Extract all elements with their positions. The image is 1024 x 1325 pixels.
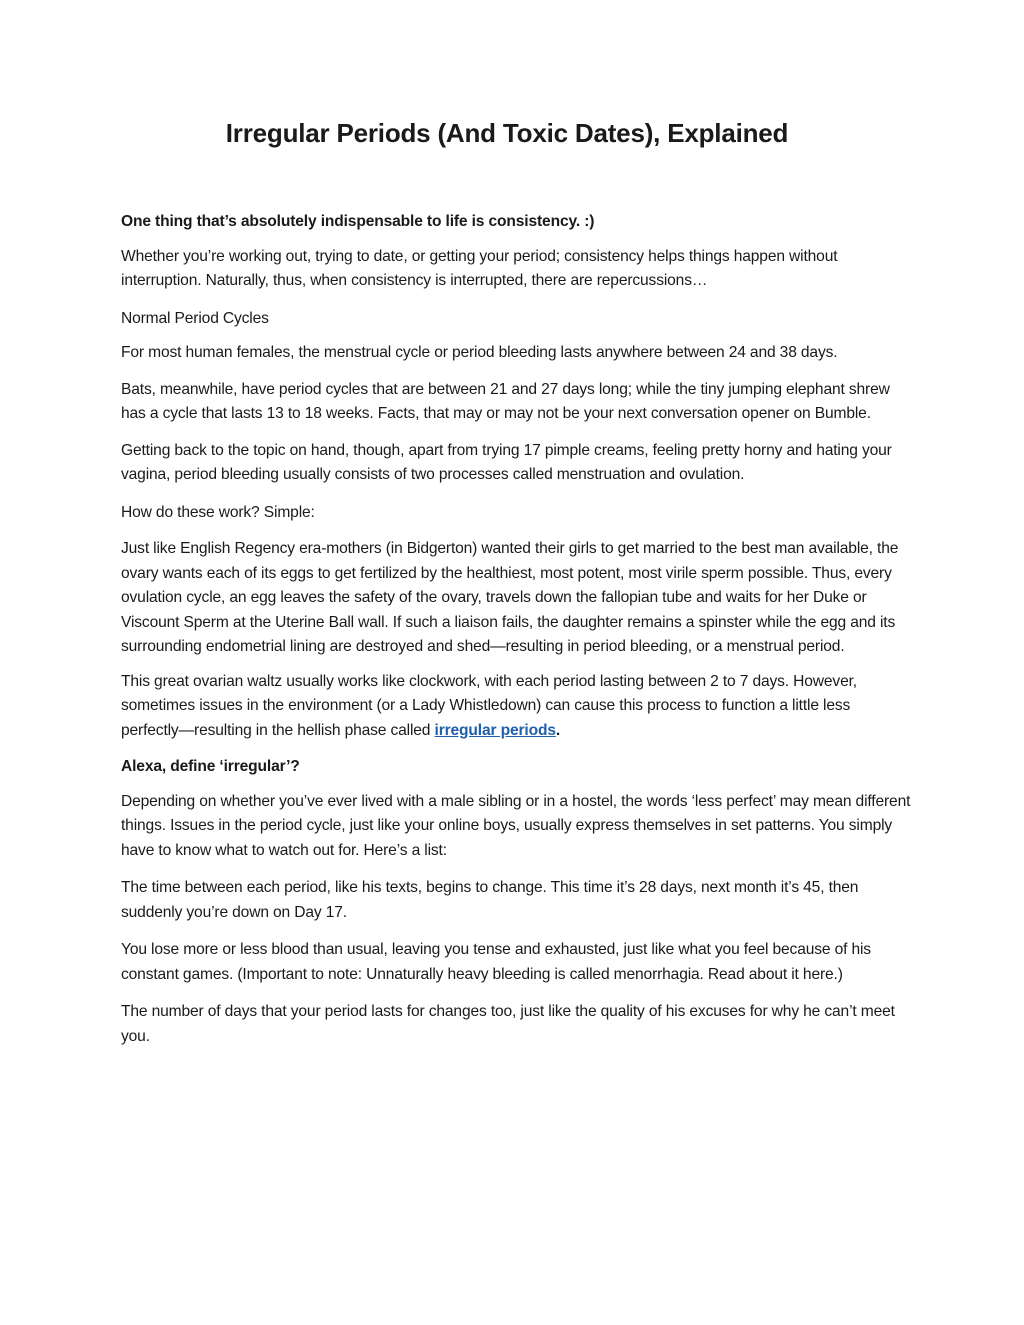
paragraph-less-perfect: Depending on whether you’ve ever lived with a male sibling or in a hostel, the words ‘less perfect’ may mean different things. Issues in the period cycle, just like your online boys, usually express themselves in set patterns. You simply have to know what to watch out for. Here’s a list:	[121, 792, 911, 859]
intro-heading: One thing that’s absolutely indispensable to life is consistency. :)	[121, 213, 595, 230]
paragraph-duration-changes: The number of days that your period lasts for changes too, just like the quality of his excuses for why he can’t meet you.	[121, 1003, 895, 1045]
article-body	[121, 210, 911, 1049]
page-title: Irregular Periods (And Toxic Dates), Explained	[225, 118, 789, 148]
paragraph-ovarian-waltz	[121, 670, 911, 744]
paragraph-how-work: How do these work? Simple:	[121, 503, 315, 521]
paragraph-ovarian-waltz-text: This great ovarian waltz usually works like clockwork, with each period lasting between 2 to 7 days. However, sometimes issues in the environment (or a Lady Whistledown) can cause this process to function a little less perfectly—resulting in the hellish phase called	[121, 672, 857, 739]
paragraph-time-between: The time between each period, like his texts, begins to change. This time it’s 28 days, next month it’s 45, then suddenly you’re down on Day 17.	[121, 879, 859, 921]
paragraph-human-cycle: For most human females, the menstrual cycle or period bleeding lasts anywhere between 24 and 38 days.	[121, 344, 838, 361]
period-punctuation: .	[555, 721, 561, 739]
section-heading-normal-cycles: Normal Period Cycles	[121, 309, 269, 327]
irregular-periods-link[interactable]: irregular periods	[434, 721, 556, 739]
section-heading-define-irregular: Alexa, define ‘irregular’?	[121, 758, 300, 775]
paragraph-blood-loss: You lose more or less blood than usual, leaving you tense and exhausted, just like what you feel because of his constant games. (Important to note: Unnaturally heavy bleeding is called menorrhagia. Read about it here.)	[121, 941, 871, 983]
paragraph-regency: Just like English Regency era-mothers (in Bidgerton) wanted their girls to get married to the best man available, the ovary wants each of its eggs to get fertilized by the healthiest, most potent, most virile sperm possible. Thus, every ovulation cycle, an egg leaves the safety of the ovary, travels down the fallopian tube and waits for her Duke or Viscount Sperm at the Uterine Ball wall. If such a liaison fails, the daughter remains a spinster while the egg and its surrounding endometrial lining are destroyed and shed—resulting in period bleeding, or a menstrual period.	[121, 540, 899, 655]
paragraph-consistency: Whether you’re working out, trying to date, or getting your period; consistency helps things happen without interruption. Naturally, thus, when consistency is interrupted, there are repercussions…	[121, 247, 838, 289]
paragraph-topic: Getting back to the topic on hand, though, apart from trying 17 pimple creams, feeling pretty horny and hating your vagina, period bleeding usually consists of two processes called menstruation and ovulation.	[121, 441, 892, 483]
paragraph-bats-shrew: Bats, meanwhile, have period cycles that are between 21 and 27 days long; while the tiny jumping elephant shrew has a cycle that lasts 13 to 18 weeks. Facts, that may or may not be your next conversation opener on Bumble.	[121, 380, 890, 422]
